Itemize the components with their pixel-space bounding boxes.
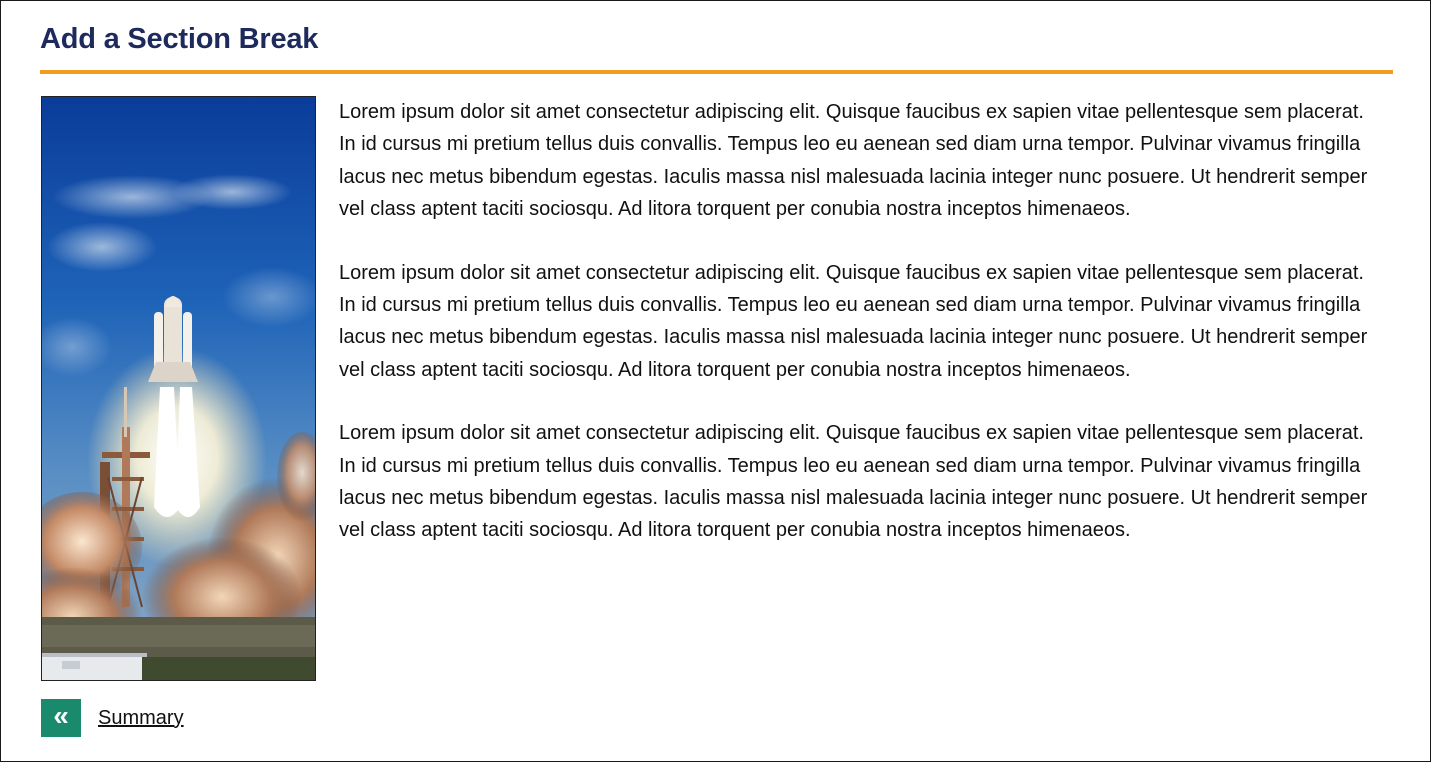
page-title: Add a Section Break: [40, 23, 319, 55]
title-divider: [40, 70, 1393, 74]
summary-link[interactable]: Summary: [98, 706, 184, 729]
paragraph-1: Lorem ipsum dolor sit amet consectetur adipiscing elit. Quisque faucibus ex sapien vitae pellentesque sem placerat. In id cursus mi pretium tellus duis convallis. Tempus leo eu aenean sed diam urna tempor. Pulvinar vivamus fringilla lacus nec metus bibendum egestas. Iaculis massa nisl malesuada lacinia integer nunc posuere. Ut hendrerit semper vel class aptent taciti sociosqu. Ad litora torquent per conubia nostra inceptos himenaeos.: [339, 101, 1368, 221]
section-navigation: [41, 699, 184, 737]
back-button[interactable]: [41, 699, 81, 737]
paragraph-2: Lorem ipsum dolor sit amet consectetur adipiscing elit. Quisque faucibus ex sapien vitae pellentesque sem placerat. In id cursus mi pretium tellus duis convallis. Tempus leo eu aenean sed diam urna tempor. Pulvinar vivamus fringilla lacus nec metus bibendum egestas. Iaculis massa nisl malesuada lacinia integer nunc posuere. Ut hendrerit semper vel class aptent taciti sociosqu. Ad litora torquent per conubia nostra inceptos himenaeos.: [339, 261, 1368, 381]
rocket-launch-image: [41, 96, 316, 681]
body-text: [339, 96, 1379, 578]
paragraph-3: Lorem ipsum dolor sit amet consectetur adipiscing elit. Quisque faucibus ex sapien vitae pellentesque sem placerat. In id cursus mi pretium tellus duis convallis. Tempus leo eu aenean sed diam urna tempor. Pulvinar vivamus fringilla lacus nec metus bibendum egestas. Iaculis massa nisl malesuada lacinia integer nunc posuere. Ut hendrerit semper vel class aptent taciti sociosqu. Ad litora torquent per conubia nostra inceptos himenaeos.: [339, 422, 1368, 542]
double-chevron-left-icon: «: [53, 700, 69, 731]
